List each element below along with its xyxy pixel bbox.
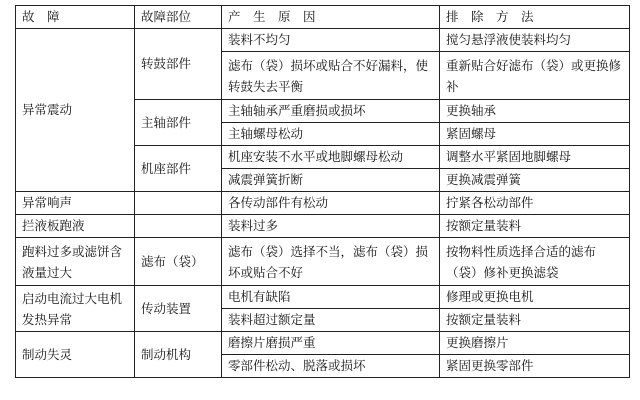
remedy-cell: 搅匀悬浮液使装料均匀 [440, 29, 630, 52]
cause-cell: 磨擦片磨损严重 [222, 332, 440, 355]
cause-cell: 装料过多 [222, 215, 440, 238]
fault-troubleshooting-table [15, 5, 630, 378]
remedy-cell: 更换磨擦片 [440, 332, 630, 355]
table-header-row [16, 6, 630, 29]
cause-cell: 机座安装不水平或地脚螺母松动 [222, 146, 440, 169]
remedy-cell: 按额定量装料 [440, 309, 630, 332]
part-cell: 滤布（袋） [135, 238, 222, 286]
part-cell: 制动机构 [135, 332, 222, 378]
remedy-cell: 按物料性质选择合适的滤布（袋）修补更换滤袋 [440, 238, 630, 286]
cause-cell: 主轴螺母松动 [222, 123, 440, 146]
table-row [16, 29, 630, 52]
fault-table-container [15, 5, 629, 378]
part-cell [135, 192, 222, 215]
table-row [16, 238, 630, 286]
part-cell: 机座部件 [135, 146, 222, 192]
cause-cell: 各传动部件有松动 [222, 192, 440, 215]
fault-cell: 拦液板跑液 [16, 215, 135, 238]
cause-cell: 电机有缺陷 [222, 286, 440, 309]
fault-cell: 异常响声 [16, 192, 135, 215]
remedy-cell: 修理或更换电机 [440, 286, 630, 309]
fault-cell: 启动电流过大电机发热异常 [16, 286, 135, 332]
table-row [16, 215, 630, 238]
part-cell: 转鼓部件 [135, 29, 222, 100]
remedy-cell: 紧固螺母 [440, 123, 630, 146]
part-cell: 主轴部件 [135, 100, 222, 146]
cause-cell: 滤布（袋）损坏或贴合不好漏料，使转鼓失去平衡 [222, 52, 440, 100]
remedy-cell: 更换轴承 [440, 100, 630, 123]
fault-cell: 制动失灵 [16, 332, 135, 378]
cause-cell: 装料超过额定量 [222, 309, 440, 332]
remedy-cell: 调整水平紧固地脚螺母 [440, 146, 630, 169]
header-fault-location: 故障部位 [135, 6, 222, 29]
remedy-cell: 拧紧各松动部件 [440, 192, 630, 215]
remedy-cell: 紧固更换零部件 [440, 355, 630, 378]
header-cause: 产 生 原 因 [222, 6, 440, 29]
table-row [16, 192, 630, 215]
part-cell: 传动装置 [135, 286, 222, 332]
cause-cell: 减震弹簧折断 [222, 169, 440, 192]
fault-cell: 异常震动 [16, 29, 135, 192]
fault-cell: 跑料过多或滤饼含液量过大 [16, 238, 135, 286]
remedy-cell: 更换减震弹簧 [440, 169, 630, 192]
table-row [16, 332, 630, 355]
cause-cell: 装料不均匀 [222, 29, 440, 52]
remedy-cell: 按额定量装料 [440, 215, 630, 238]
header-remedy: 排 除 方 法 [440, 6, 630, 29]
table-row [16, 286, 630, 309]
remedy-cell: 重新贴合好滤布（袋）或更换修补 [440, 52, 630, 100]
part-cell [135, 215, 222, 238]
cause-cell: 滤布（袋）选择不当，滤布（袋）损坏或贴合不好 [222, 238, 440, 286]
cause-cell: 零部件松动、脱落或损坏 [222, 355, 440, 378]
cause-cell: 主轴轴承严重磨损或损坏 [222, 100, 440, 123]
header-fault: 故 障 [16, 6, 135, 29]
